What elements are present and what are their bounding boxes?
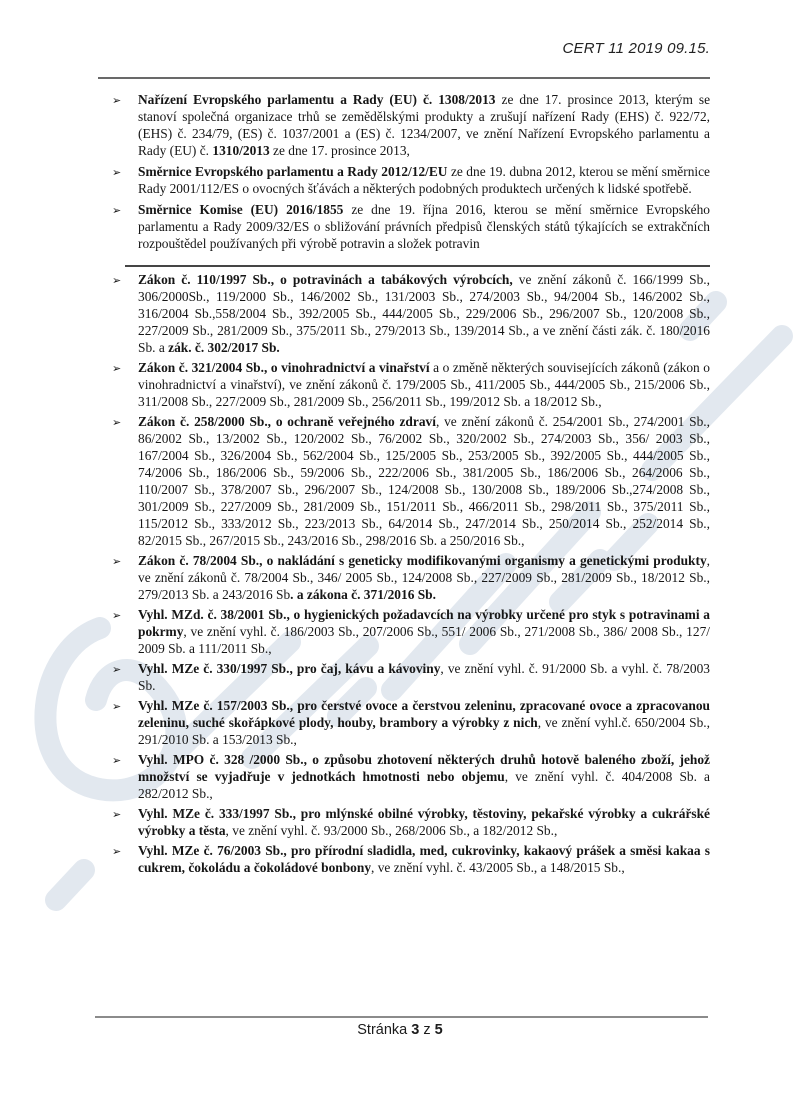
footer-word-stranka: Stránka — [357, 1022, 408, 1038]
legislation-item — [98, 271, 710, 356]
bullet-arrow-icon: ➢ — [112, 416, 122, 429]
legislation-item-text: Směrnice Evropského parlamentu a Rady 2012/12/EU ze dne 19. dubna 2012, kterou se mění směrnice Rady 2001/112/ES o ovocných šťávách a některých podobných produktech určených k lidské spotřebě. — [138, 164, 710, 196]
section-national-legislation — [98, 271, 710, 876]
bullet-arrow-icon: ➢ — [112, 609, 122, 622]
legislation-item-text: Zákon č. 110/1997 Sb., o potravinách a tabákových výrobcích, ve znění zákonů č. 166/1999 Sb., 306/2000Sb., 119/2000 Sb., 146/2002 Sb., 131/2003 Sb., 274/2003 Sb., 94/2004 Sb., 146/2002 Sb., 316/2004 Sb.,558/2004 Sb., 392/2005 Sb., 444/2005 Sb., 229/2006 Sb., 296/2007 Sb., 120/2008 Sb., 227/2009 Sb., 281/2009 Sb., 375/2011 Sb., 279/2013 Sb., 139/2014 Sb., a ve znění části zák. č. 180/2016 Sb. a zák. č. 302/2017 Sb. — [138, 272, 710, 355]
legislation-item — [98, 660, 710, 694]
legislation-item — [98, 842, 710, 876]
bullet-arrow-icon: ➢ — [112, 555, 122, 568]
section-eu-legislation — [98, 91, 710, 252]
footer-divider-line — [95, 1016, 708, 1018]
bullet-arrow-icon: ➢ — [112, 362, 122, 375]
legislation-item-text: Zákon č. 321/2004 Sb., o vinohradnictví a vinařství a o změně některých souvisejících zákonů (zákon o vinohradnictví a vinařství), ve znění zákonů č. 179/2005 Sb., 411/2005 Sb., 444/2005 Sb., 215/2006 Sb., 311/2008 Sb., 227/2009 Sb., 281/2009 Sb., 256/2011 Sb., 199/2012 Sb. a 18/2012 Sb., — [138, 360, 710, 409]
bullet-arrow-icon: ➢ — [112, 845, 122, 858]
legislation-item — [98, 751, 710, 802]
legislation-item — [98, 163, 710, 197]
legislation-item-text: Vyhl. MZe č. 330/1997 Sb., pro čaj, kávu a kávoviny, ve znění vyhl. č. 91/2000 Sb. a vyhl. č. 78/2003 Sb. — [138, 661, 710, 693]
header-reference-note: CERT 11 2019 09.15. — [562, 40, 710, 57]
bullet-arrow-icon: ➢ — [112, 166, 122, 179]
legislation-item-text: Zákon č. 258/2000 Sb., o ochraně veřejného zdraví, ve znění zákonů č. 254/2001 Sb., 274/2001 Sb., 86/2002 Sb., 13/2002 Sb., 120/2002 Sb., 76/2002 Sb., 320/2002 Sb., 274/2003 Sb., 356/ 2003 Sb., 167/2004 Sb., 326/2004 Sb., 562/2004 Sb., 125/2005 Sb., 253/2005 Sb., 392/2005 Sb., 444/2005 Sb., 74/2006 Sb., 186/2006 Sb., 59/2006 Sb., 222/2006 Sb., 381/2005 Sb., 186/2006 Sb., 264/2006 Sb., 110/2007 Sb., 378/2007 Sb., 296/2007 Sb., 124/2008 Sb., 130/2008 Sb., 189/2006 Sb.,274/2008 Sb., 301/2009 Sb., 227/2009 Sb., 281/2009 Sb., 151/2011 Sb., 466/2011 Sb., 298/2011 Sb., 375/2011 Sb., 115/2012 Sb., 333/2012 Sb., 223/2013 Sb., 64/2014 Sb., 247/2014 Sb., 250/2014 Sb., 252/2014 Sb., 82/2015 Sb., 267/2015 Sb., 243/2016 Sb., 298/2016 Sb. a 250/2016 Sb., — [138, 414, 710, 548]
bullet-arrow-icon: ➢ — [112, 700, 122, 713]
bullet-arrow-icon: ➢ — [112, 204, 122, 217]
header-divider-line — [98, 77, 710, 79]
legislation-item — [98, 359, 710, 410]
legislation-item-text: Nařízení Evropského parlamentu a Rady (EU) č. 1308/2013 ze dne 17. prosince 2013, kterým se stanoví společná organizace trhů se zemědělskými produkty a zrušují nařízení Rady (EHS) č. 922/72, (EHS) č. 234/79, (ES) č. 1037/2001 a (ES) č. 1234/2007, ve znění Nařízení Evropského parlamentu a Rady (EU) č. 1310/2013 ze dne 17. prosince 2013, — [138, 92, 711, 158]
bullet-arrow-icon: ➢ — [112, 663, 122, 676]
section-divider-line — [125, 265, 710, 267]
legislation-item-text: Zákon č. 78/2004 Sb., o nakládání s geneticky modifikovanými organismy a genetickými produkty, ve znění zákonů č. 78/2004 Sb., 346/ 2005 Sb., 124/2008 Sb., 227/2009 Sb., 281/2009 Sb., 18/2012 Sb., 279/2013 Sb. a 243/2016 Sb. a zákona č. 371/2016 Sb. — [138, 553, 710, 602]
legislation-item — [98, 413, 710, 549]
footer-total-pages: 5 — [434, 1022, 443, 1038]
document-body — [98, 87, 710, 876]
legislation-item — [98, 201, 710, 252]
legislation-item-text: Směrnice Komise (EU) 2016/1855 ze dne 19. října 2016, kterou se mění směrnice Evropského parlamentu a Rady 2009/32/ES o sbližování právních předpisů členských států týkajících se extrakčních rozpouštědel používaných při výrobě potravin a složek potravin — [138, 202, 710, 251]
legislation-item — [98, 805, 710, 839]
footer-word-z: z — [423, 1022, 431, 1038]
legislation-item-text: Vyhl. MZd. č. 38/2001 Sb., o hygienických požadavcích na výrobky určené pro styk s potravinami a pokrmy, ve znění vyhl. č. 186/2003 Sb., 207/2006 Sb., 551/ 2006 Sb., 271/2008 Sb., 386/ 2008 Sb., 127/ 2009 Sb. a 111/2011 Sb., — [138, 607, 710, 656]
legislation-item — [98, 606, 710, 657]
bullet-arrow-icon: ➢ — [112, 754, 122, 767]
footer-current-page: 3 — [411, 1022, 420, 1038]
legislation-item — [98, 91, 710, 159]
legislation-item — [98, 552, 710, 603]
page-number-footer — [0, 1022, 800, 1038]
legislation-item — [98, 697, 710, 748]
legislation-item-text: Vyhl. MZe č. 76/2003 Sb., pro přírodní sladidla, med, cukrovinky, kakaový prášek a směsi kakaa s cukrem, čokoládu a čokoládové bonbony, ve znění vyhl. č. 43/2005 Sb., a 148/2015 Sb., — [138, 843, 710, 875]
legislation-item-text: Vyhl. MZe č. 157/2003 Sb., pro čerstvé ovoce a čerstvou zeleninu, zpracované ovoce a zpracovanou zeleninu, suché skořápkové plody, houby, brambory a výrobky z nich, ve znění vyhl.č. 650/2004 Sb., 291/2010 Sb. a 153/2013 Sb., — [138, 698, 711, 747]
bullet-arrow-icon: ➢ — [112, 808, 122, 821]
bullet-arrow-icon: ➢ — [112, 94, 122, 107]
legislation-item-text: Vyhl. MPO č. 328 /2000 Sb., o způsobu zhotovení některých druhů hotově baleného zboží, jehož množství se vyjadřuje v jednotkách hmotnosti nebo objemu, ve znění vyhl. č. 404/2008 Sb. a 282/2012 Sb., — [138, 752, 710, 801]
legislation-item-text: Vyhl. MZe č. 333/1997 Sb., pro mlýnské obilné výrobky, těstoviny, pekařské výrobky a cukrářské výrobky a těsta, ve znění vyhl. č. 93/2000 Sb., 268/2006 Sb., a 182/2012 Sb., — [138, 806, 710, 838]
bullet-arrow-icon: ➢ — [112, 274, 122, 287]
